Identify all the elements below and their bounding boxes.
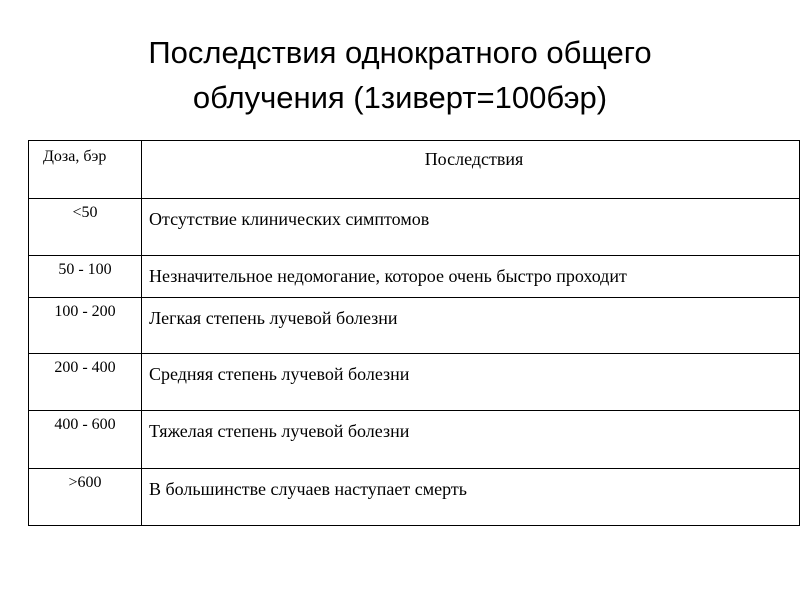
table-row <box>29 411 800 469</box>
dose-cell: >600 <box>29 469 142 526</box>
dose-cell: 400 - 600 <box>29 411 142 469</box>
header-effect: Последствия <box>142 141 800 199</box>
slide-title-line-2: облучения (1зиверт=100бэр) <box>192 80 608 115</box>
effect-cell: Средняя степень лучевой болезни <box>142 354 800 411</box>
dose-cell: 50 - 100 <box>29 256 142 298</box>
effect-cell: Тяжелая степень лучевой болезни <box>142 411 800 469</box>
dose-effects-table <box>28 140 800 526</box>
table-row <box>29 469 800 526</box>
effect-cell: Легкая степень лучевой болезни <box>142 298 800 354</box>
table-row <box>29 199 800 256</box>
table-row <box>29 256 800 298</box>
table-row <box>29 354 800 411</box>
dose-cell: 200 - 400 <box>29 354 142 411</box>
dose-cell: <50 <box>29 199 142 256</box>
header-dose: Доза, бэр <box>29 141 142 199</box>
dose-cell: 100 - 200 <box>29 298 142 354</box>
effect-cell: Отсутствие клинических симптомов <box>142 199 800 256</box>
table-header-row <box>29 141 800 199</box>
effect-cell: Незначительное недомогание, которое очень быстро проходит <box>142 256 800 298</box>
effect-cell: В большинстве случаев наступает смерть <box>142 469 800 526</box>
slide-title <box>0 30 800 120</box>
slide-title-line-1: Последствия однократного общего <box>148 35 652 70</box>
table-row <box>29 298 800 354</box>
